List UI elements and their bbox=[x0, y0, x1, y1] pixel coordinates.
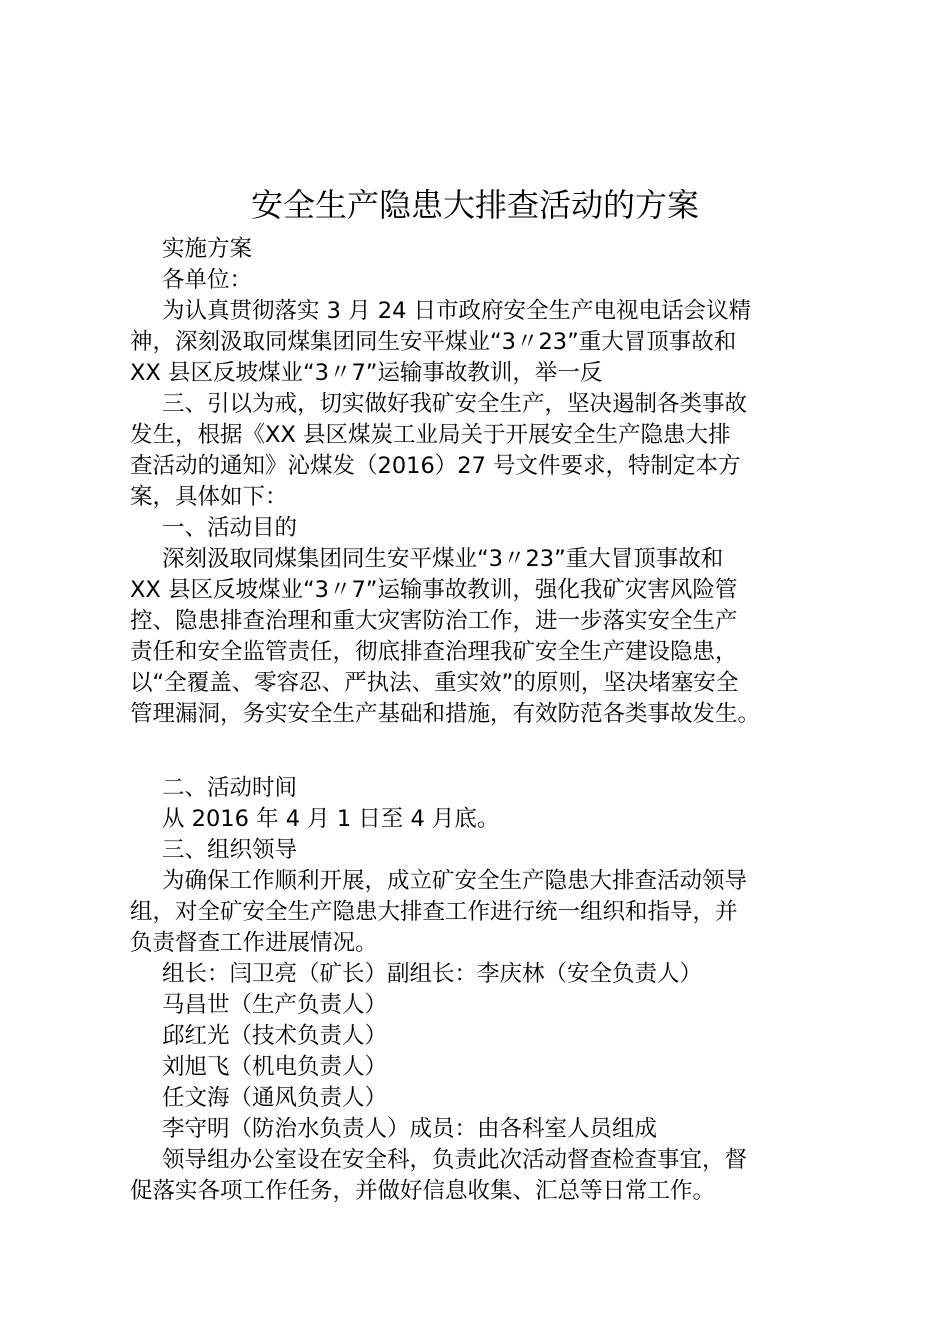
paragraph-line: 刘旭飞（机电负责人） bbox=[162, 1054, 388, 1080]
paragraph-line: 李守明（防治水负责人）成员：由各科室人员组成 bbox=[162, 1116, 658, 1142]
spacer bbox=[130, 761, 830, 773]
paragraph-line: XX 县区反坡煤业“3〃7”运输事故教训，举一反 bbox=[130, 360, 603, 386]
paragraph-line: 案，具体如下： bbox=[130, 484, 288, 510]
paragraph-line: 从 2016 年 4 月 1 日至 4 月底。 bbox=[162, 806, 500, 832]
paragraph-line: 责任和安全监管责任，彻底排查治理我矿安全生产建设隐患， bbox=[130, 639, 738, 665]
paragraph-line: 马昌世（生产负责人） bbox=[162, 992, 388, 1018]
paragraph-line: 实施方案 bbox=[162, 236, 253, 262]
paragraph-line: 深刻汲取同煤集团同生安平煤业“3〃23”重大冒顶事故和 bbox=[162, 546, 724, 572]
section-heading: 三、组织领导 bbox=[162, 837, 298, 863]
document-body bbox=[130, 234, 830, 1207]
paragraph-line: 管理漏洞，务实安全生产基础和措施，有效防范各类事故发生。 bbox=[130, 701, 761, 727]
paragraph-line: 各单位： bbox=[162, 267, 253, 293]
paragraph-line: 为确保工作顺利开展，成立矿安全生产隐患大排查活动领导 bbox=[162, 868, 748, 894]
paragraph-line: 查活动的通知》沁煤发（2016）27 号文件要求，特制定本方 bbox=[130, 453, 741, 479]
blank-line bbox=[130, 730, 830, 761]
paragraph-line: 为认真贯彻落实 3 月 24 日市政府安全生产电视电话会议精 bbox=[162, 298, 752, 324]
paragraph-line: 任文海（通风负责人） bbox=[162, 1085, 388, 1111]
paragraph-line: 控、隐患排查治理和重大灾害防治工作，进一步落实安全生产 bbox=[130, 608, 738, 634]
paragraph-line: 三、引以为戒，切实做好我矿安全生产，坚决遏制各类事故 bbox=[162, 391, 748, 417]
paragraph-line: 发生，根据《XX 县区煤炭工业局关于开展安全生产隐患大排 bbox=[130, 422, 731, 448]
paragraph-line: 以“全覆盖、零容忍、严执法、重实效”的原则，坚决堵塞安全 bbox=[130, 670, 739, 696]
paragraph-line: 促落实各项工作任务，并做好信息收集、汇总等日常工作。 bbox=[130, 1178, 716, 1204]
section-heading: 一、活动目的 bbox=[162, 515, 298, 541]
section-heading: 二、活动时间 bbox=[162, 775, 298, 801]
paragraph-line: 组长：闫卫亮（矿长）副组长：李庆林（安全负责人） bbox=[162, 961, 703, 987]
paragraph-line: 领导组办公室设在安全科，负责此次活动督查检查事宜，督 bbox=[162, 1147, 748, 1173]
paragraph-line: 邱红光（技术负责人） bbox=[162, 1023, 388, 1049]
paragraph-line: 负责督查工作进展情况。 bbox=[130, 930, 378, 956]
document-title: 安全生产隐患大排查活动的方案 bbox=[250, 186, 699, 224]
paragraph-line: XX 县区反坡煤业“3〃7”运输事故教训，强化我矿灾害风险管 bbox=[130, 577, 738, 603]
paragraph-line: 神，深刻汲取同煤集团同生安平煤业“3〃23”重大冒顶事故和 bbox=[130, 329, 737, 355]
paragraph-line: 组，对全矿安全生产隐患大排查工作进行统一组织和指导，并 bbox=[130, 899, 738, 925]
